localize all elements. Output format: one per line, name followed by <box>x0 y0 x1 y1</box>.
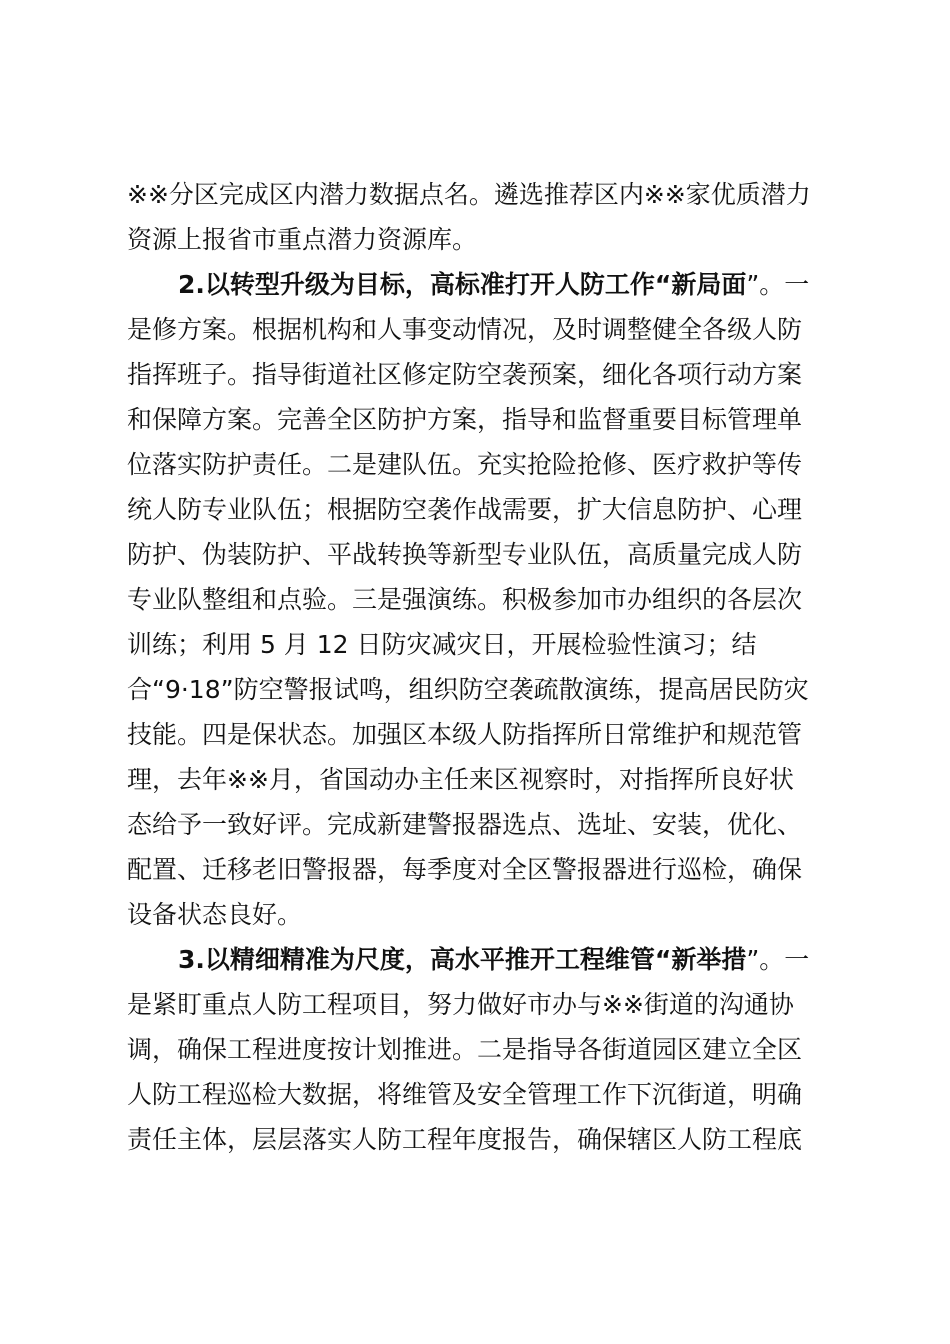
text-line: 指挥班子。指导街道社区修定防空袭预案，细化各项行动方案 <box>127 360 803 389</box>
section-heading-2-rest: ”。一 <box>746 270 810 299</box>
text-line: 人防工程巡检大数据，将维管及安全管理工作下沉街道，明确 <box>127 1080 803 1109</box>
text-line: 是修方案。根据机构和人事变动情况，及时调整健全各级人防 <box>127 315 803 344</box>
text-line: 配置、迁移老旧警报器，每季度对全区警报器进行巡检，确保 <box>127 855 803 884</box>
text-line: 调，确保工程进度按计划推进。二是指导各街道园区建立全区 <box>127 1035 803 1064</box>
section-heading-3-bold: 3.以精细精准为尺度，高水平推开工程维管“新举措 <box>178 945 747 974</box>
text-line: 统人防专业队伍；根据防空袭作战需要，扩大信息防护、心理 <box>127 495 803 524</box>
text-line: 技能。四是保状态。加强区本级人防指挥所日常维护和规范管 <box>127 720 803 749</box>
text-line: 责任主体，层层落实人防工程年度报告，确保辖区人防工程底 <box>127 1125 803 1154</box>
text-line: 设备状态良好。 <box>127 900 303 929</box>
text-line: 和保障方案。完善全区防护方案，指导和监督重要目标管理单 <box>127 405 803 434</box>
text-line: 资源上报省市重点潜力资源库。 <box>127 225 478 254</box>
section-heading-2 <box>178 263 809 307</box>
text-line: 理，去年※※月，省国动办主任来区视察时，对指挥所良好状 <box>127 765 794 794</box>
text-line: 是紧盯重点人防工程项目，努力做好市办与※※街道的沟通协 <box>127 990 794 1019</box>
text-line: 合“9·18”防空警报试鸣，组织防空袭疏散演练，提高居民防灾 <box>127 675 809 704</box>
text-line: 态给予一致好评。完成新建警报器选点、选址、安装，优化、 <box>127 810 803 839</box>
text-line: 位落实防护责任。二是建队伍。充实抢险抢修、医疗救护等传 <box>127 450 803 479</box>
section-heading-2-bold: 2.以转型升级为目标，高标准打开人防工作“新局面 <box>178 270 747 299</box>
text-line: 防护、伪装防护、平战转换等新型专业队伍，高质量完成人防 <box>127 540 803 569</box>
text-line: ※※分区完成区内潜力数据点名。遴选推荐区内※※家优质潜力 <box>127 180 811 209</box>
section-heading-3 <box>178 938 809 982</box>
section-heading-3-rest: ”。一 <box>746 945 810 974</box>
text-line: 训练；利用 5 月 12 日防灾减灾日，开展检验性演习；结 <box>127 630 757 659</box>
text-line: 专业队整组和点验。三是强演练。积极参加市办组织的各层次 <box>127 585 803 614</box>
